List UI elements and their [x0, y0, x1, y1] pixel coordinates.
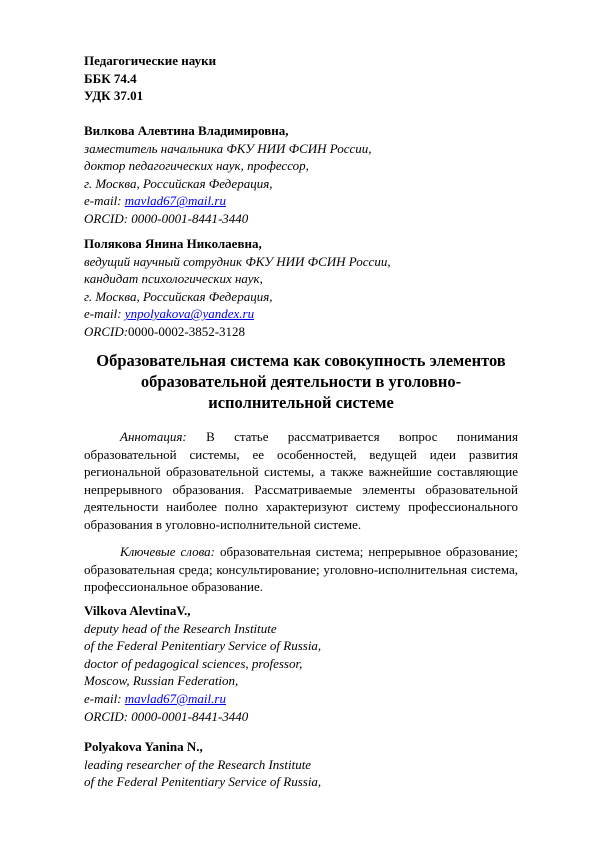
author1-ru-email-link[interactable]: mavlad67@mail.ru [124, 193, 226, 209]
author2-en-position-2: of the Federal Penitentiary Service of Russia, [84, 774, 322, 790]
email-label: e-mail: [84, 306, 125, 322]
author2-ru-degree: кандидат психологических наук, [84, 271, 263, 287]
section-label: Педагогические науки [84, 53, 217, 68]
author1-ru-name: Вилкова Алевтина Владимировна, [84, 123, 289, 138]
article-title [84, 350, 518, 413]
author2-ru-position: ведущий научный сотрудник ФКУ НИИ ФСИН России, [84, 253, 391, 269]
author2-en-name: Polyakova Yanina N., [84, 739, 203, 754]
email-label: e-mail: [84, 690, 125, 706]
author1-en-email-link[interactable]: mavlad67@mail.ru [124, 690, 226, 706]
title-line-1: Образовательная система как совокупность элементов [96, 351, 506, 370]
author2-ru-orcid-value: 0000-0002-3852-3128 [128, 323, 246, 339]
abstract-text: В статье рассматривается вопрос понимания образовательной системы, ее особенностей, ведущей идеи развития региональной образовательной системы, а также важнейшие составляющие непрерывного образования. Рассматриваемые элементы образовательной деятельности наиболее полно характеризуют систему профессионального образования в уголовно-исполнительной системе. [84, 429, 518, 532]
author1-ru-degree: доктор педагогических наук, профессор, [84, 158, 309, 174]
author1-ru-city: г. Москва, Российская Федерация, [84, 175, 273, 191]
title-line-2: образовательной деятельности в уголовно- [140, 372, 462, 391]
author1-ru-orcid: ORCID: 0000-0001-8441-3440 [84, 210, 249, 226]
author1-en-city: Moscow, Russian Federation, [84, 673, 239, 689]
author1-en-email-line [84, 690, 564, 708]
author2-en-block [84, 738, 564, 791]
udk-code: УДК 37.01 [84, 88, 144, 104]
keywords-paragraph [84, 543, 518, 596]
author1-ru-block [84, 122, 564, 228]
author2-ru-orcid-line [84, 323, 564, 341]
author1-en-position-2: of the Federal Penitentiary Service of Russia, [84, 638, 322, 654]
orcid-label: ORCID: [84, 323, 129, 339]
author1-en-orcid: ORCID: 0000-0001-8441-3440 [84, 708, 249, 724]
keywords-block [84, 543, 518, 596]
author2-ru-city: г. Москва, Российская Федерация, [84, 288, 273, 304]
author1-en-position-1: deputy head of the Research Institute [84, 620, 277, 636]
author1-ru-position: заместитель начальника ФКУ НИИ ФСИН России, [84, 140, 372, 156]
abstract-label: Аннотация: [120, 429, 187, 444]
abstract-paragraph [84, 428, 518, 534]
author2-en-position-1: leading researcher of the Research Institute [84, 756, 312, 772]
title-line-3: исполнительной системе [208, 393, 394, 412]
abstract-block [84, 428, 518, 534]
author1-en-degree: doctor of pedagogical sciences, professor, [84, 655, 303, 671]
author1-en-block [84, 602, 564, 725]
bbk-code: ББК 74.4 [84, 70, 137, 86]
author1-en-name: Vilkova AlevtinaV., [84, 603, 191, 618]
classification-header [84, 52, 564, 105]
author1-ru-email-line [84, 192, 564, 210]
author2-ru-block [84, 235, 564, 341]
author2-ru-email-line [84, 305, 564, 323]
author2-ru-name: Полякова Янина Николаевна, [84, 236, 262, 251]
keywords-text: образовательная система; непрерывное образование; образовательная среда; консультирование; уголовно-исполнительная система, профессиональное образование. [84, 544, 519, 595]
keywords-label: Ключевые слова: [120, 544, 215, 559]
author2-ru-email-link[interactable]: ynpolyakova@yandex.ru [124, 306, 255, 322]
email-label: e-mail: [84, 193, 125, 209]
